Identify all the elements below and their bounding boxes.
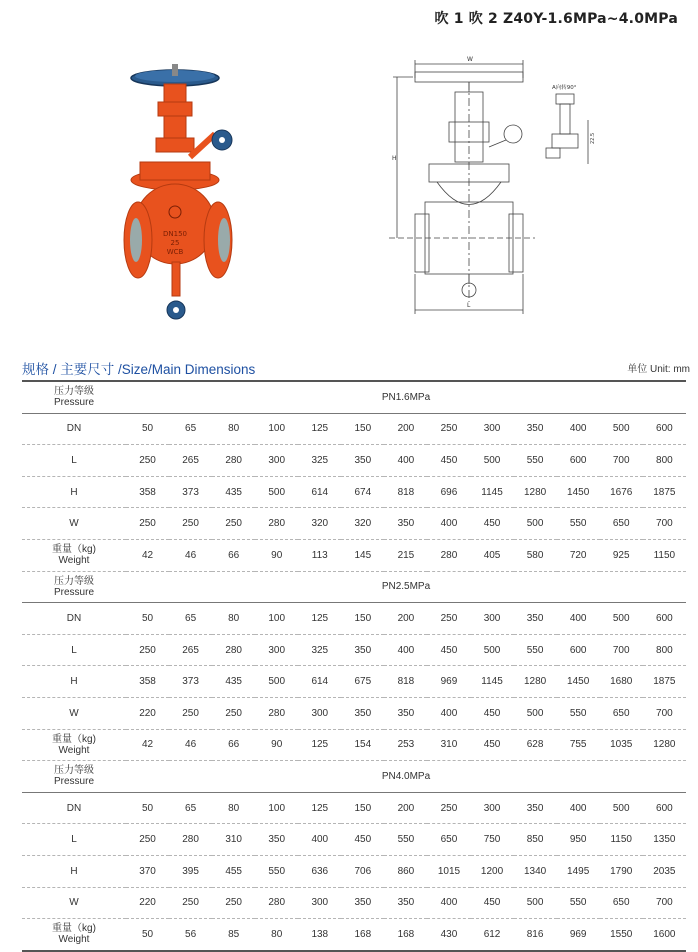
w-cell: 450 [471,887,514,919]
h-cell: 455 [212,855,255,887]
pressure-value: PN1.6MPa [126,381,686,413]
l-cell: 265 [169,634,212,666]
l-cell: 400 [384,445,427,477]
unit-note: 单位 Unit: mm [627,364,690,375]
l-cell: 950 [557,824,600,856]
dn-cell: 600 [643,603,686,635]
dn-cell: 150 [341,413,384,445]
dn-label [22,603,126,635]
w-cell: 400 [427,887,470,919]
h-cell: 1450 [557,666,600,698]
dn-cell: 100 [255,792,298,824]
h-cell: 696 [427,476,470,508]
h-cell: 1875 [643,666,686,698]
l-cell: 550 [514,634,557,666]
l-cell: 350 [341,445,384,477]
pressure-label [22,571,126,603]
row-l [22,445,686,477]
valve-marking-2: 25 [170,239,180,247]
weight-label-text: 重量（kg) [52,544,96,556]
h-label [22,476,126,508]
l-cell: 300 [255,445,298,477]
row-h [22,666,686,698]
w-cell: 250 [169,887,212,919]
weight-cell: 113 [298,539,341,571]
h-cell: 395 [169,855,212,887]
valve-photo [120,62,260,332]
dn-cell: 600 [643,792,686,824]
l-cell: 250 [126,634,169,666]
l-cell: 500 [471,634,514,666]
w-label [22,887,126,919]
weight-cell: 50 [126,919,169,951]
dn-cell: 200 [384,413,427,445]
h-cell: 1875 [643,476,686,508]
weight-cell: 56 [169,919,212,951]
h-cell: 370 [126,855,169,887]
h-cell: 1015 [427,855,470,887]
detail-label: A向转90° [552,85,577,91]
l-cell: 600 [557,445,600,477]
weight-cell: 969 [557,919,600,951]
row-dn [22,792,686,824]
w-cell: 250 [212,887,255,919]
valve-marking-3: WCB [166,248,184,256]
l-label-text: L [71,454,77,466]
weight-cell: 1280 [643,729,686,761]
w-cell: 320 [341,508,384,540]
h-cell: 500 [255,666,298,698]
l-cell: 250 [126,445,169,477]
weight-cell: 280 [427,539,470,571]
w-cell: 350 [384,697,427,729]
row-dn [22,413,686,445]
h-cell: 550 [255,855,298,887]
l-cell: 280 [212,445,255,477]
h-label-text: H [70,676,78,688]
weight-cell: 580 [514,539,557,571]
pressure-label [22,381,126,413]
weight-cell: 1550 [600,919,643,951]
weight-cell: 145 [341,539,384,571]
w-label-text: W [69,518,79,530]
w-cell: 400 [427,697,470,729]
l-cell: 250 [126,824,169,856]
l-cell: 280 [169,824,212,856]
row-h [22,476,686,508]
h-label-text: H [70,486,78,498]
weight-label [22,539,126,571]
h-label [22,666,126,698]
l-cell: 450 [341,824,384,856]
h-cell: 1495 [557,855,600,887]
weight-cell: 1150 [643,539,686,571]
h-label [22,855,126,887]
weight-label-text: 重量（kg) [52,923,96,935]
pressure-label [22,761,126,793]
w-cell: 650 [600,508,643,540]
h-cell: 1145 [471,476,514,508]
weight-cell: 46 [169,539,212,571]
w-cell: 280 [255,508,298,540]
dn-label-text: DN [66,802,82,814]
w-cell: 350 [341,697,384,729]
w-label-text: W [69,897,79,909]
row-dn [22,603,686,635]
pressure-row [22,571,686,603]
row-h [22,855,686,887]
w-cell: 350 [384,508,427,540]
l-cell: 400 [384,634,427,666]
l-cell: 300 [255,634,298,666]
l-cell: 265 [169,445,212,477]
l-cell: 350 [341,634,384,666]
dn-cell: 250 [427,792,470,824]
l-cell: 850 [514,824,557,856]
w-cell: 500 [514,697,557,729]
h-cell: 1200 [471,855,514,887]
l-cell: 750 [471,824,514,856]
h-cell: 614 [298,476,341,508]
l-cell: 325 [298,445,341,477]
l-cell: 800 [643,634,686,666]
dn-cell: 125 [298,413,341,445]
weight-cell: 168 [384,919,427,951]
w-cell: 320 [298,508,341,540]
w-cell: 400 [427,508,470,540]
h-cell: 1790 [600,855,643,887]
dn-label [22,413,126,445]
l-cell: 280 [212,634,255,666]
row-w [22,697,686,729]
dn-cell: 400 [557,413,600,445]
h-cell: 2035 [643,855,686,887]
pressure-label-cn: 压力等级 [54,575,94,587]
valve-marking-1: DN150 [163,230,187,238]
w-cell: 700 [643,887,686,919]
h-cell: 1340 [514,855,557,887]
weight-cell: 42 [126,729,169,761]
w-cell: 280 [255,887,298,919]
w-cell: 250 [169,697,212,729]
l-label [22,824,126,856]
dn-cell: 300 [471,792,514,824]
weight-cell: 405 [471,539,514,571]
row-weight [22,919,686,951]
w-cell: 220 [126,887,169,919]
w-cell: 350 [341,887,384,919]
l-cell: 500 [471,445,514,477]
w-cell: 300 [298,887,341,919]
h-cell: 674 [341,476,384,508]
l-cell: 550 [384,824,427,856]
dn-cell: 350 [514,792,557,824]
dn-cell: 100 [255,413,298,445]
l-cell: 400 [298,824,341,856]
dn-cell: 400 [557,792,600,824]
w-label [22,508,126,540]
h-cell: 358 [126,666,169,698]
w-cell: 500 [514,508,557,540]
w-cell: 700 [643,508,686,540]
w-cell: 550 [557,697,600,729]
w-cell: 350 [384,887,427,919]
w-cell: 250 [212,508,255,540]
dn-cell: 80 [212,603,255,635]
weight-cell: 154 [341,729,384,761]
l-label-text: L [71,644,77,656]
l-cell: 600 [557,634,600,666]
w-cell: 250 [126,508,169,540]
weight-cell: 1035 [600,729,643,761]
page-title: 吹 1 吹 2 Z40Y-1.6MPa~4.0MPa [434,11,678,27]
w-label [22,697,126,729]
dn-cell: 80 [212,792,255,824]
dn-cell: 350 [514,603,557,635]
detail-view [538,80,608,170]
pressure-label-cn: 压力等级 [54,386,94,398]
dn-cell: 250 [427,603,470,635]
l-label [22,445,126,477]
w-cell: 550 [557,887,600,919]
weight-cell: 755 [557,729,600,761]
l-cell: 550 [514,445,557,477]
dn-cell: 600 [643,413,686,445]
weight-cell: 90 [255,729,298,761]
dn-cell: 300 [471,413,514,445]
section-title: 规格 / 主要尺寸 /Size/Main Dimensions [22,362,256,377]
h-cell: 818 [384,666,427,698]
pressure-label-en: Pressure [53,776,94,788]
weight-cell: 628 [514,729,557,761]
l-cell: 800 [643,445,686,477]
h-cell: 860 [384,855,427,887]
pressure-row [22,761,686,793]
h-cell: 1680 [600,666,643,698]
h-cell: 969 [427,666,470,698]
weight-label-text: 重量（kg) [52,733,96,745]
h-cell: 675 [341,666,384,698]
dim-l-label: L [467,302,471,309]
w-cell: 300 [298,697,341,729]
w-cell: 250 [212,697,255,729]
l-cell: 450 [427,445,470,477]
h-cell: 373 [169,476,212,508]
w-cell: 550 [557,508,600,540]
dn-cell: 400 [557,603,600,635]
dn-cell: 65 [169,603,212,635]
weight-cell: 310 [427,729,470,761]
h-cell: 1280 [514,476,557,508]
dn-cell: 200 [384,603,427,635]
l-cell: 350 [255,824,298,856]
dn-cell: 65 [169,792,212,824]
l-cell: 1350 [643,824,686,856]
h-cell: 373 [169,666,212,698]
weight-cell: 253 [384,729,427,761]
l-label-text: L [71,834,77,846]
dn-label-text: DN [66,612,82,624]
l-cell: 325 [298,634,341,666]
l-cell: 310 [212,824,255,856]
weight-label-text: Weight [58,555,90,567]
dn-cell: 300 [471,603,514,635]
pressure-label-en: Pressure [53,586,94,598]
pressure-value: PN4.0MPa [126,761,686,793]
dn-cell: 125 [298,603,341,635]
dn-cell: 150 [341,792,384,824]
h-cell: 500 [255,476,298,508]
weight-cell: 66 [212,729,255,761]
row-l [22,824,686,856]
dn-cell: 150 [341,603,384,635]
l-cell: 700 [600,634,643,666]
weight-cell: 816 [514,919,557,951]
dn-label [22,792,126,824]
h-cell: 636 [298,855,341,887]
w-cell: 500 [514,887,557,919]
l-label [22,634,126,666]
weight-cell: 168 [341,919,384,951]
h-cell: 358 [126,476,169,508]
weight-cell: 138 [298,919,341,951]
l-cell: 1150 [600,824,643,856]
l-cell: 450 [427,634,470,666]
l-cell: 650 [427,824,470,856]
weight-label-text: Weight [58,744,90,756]
w-cell: 700 [643,697,686,729]
dim-h-label: H [392,155,397,162]
pressure-value: PN2.5MPa [126,571,686,603]
dim-w-label: W [467,56,473,63]
row-w [22,887,686,919]
h-cell: 614 [298,666,341,698]
row-weight [22,729,686,761]
weight-cell: 450 [471,729,514,761]
h-cell: 435 [212,476,255,508]
dn-cell: 500 [600,413,643,445]
dn-cell: 125 [298,792,341,824]
h-cell: 1450 [557,476,600,508]
h-cell: 1145 [471,666,514,698]
weight-cell: 215 [384,539,427,571]
weight-label-text: Weight [58,934,90,946]
dn-cell: 65 [169,413,212,445]
dn-cell: 200 [384,792,427,824]
h-cell: 818 [384,476,427,508]
w-cell: 220 [126,697,169,729]
row-weight [22,539,686,571]
w-cell: 280 [255,697,298,729]
l-cell: 700 [600,445,643,477]
h-cell: 435 [212,666,255,698]
w-cell: 450 [471,508,514,540]
dn-cell: 500 [600,603,643,635]
w-label-text: W [69,707,79,719]
dn-cell: 80 [212,413,255,445]
pressure-row [22,381,686,413]
weight-cell: 46 [169,729,212,761]
weight-cell: 925 [600,539,643,571]
weight-cell: 720 [557,539,600,571]
dn-cell: 50 [126,792,169,824]
h-cell: 1280 [514,666,557,698]
weight-cell: 66 [212,539,255,571]
w-cell: 450 [471,697,514,729]
weight-cell: 42 [126,539,169,571]
row-w [22,508,686,540]
dn-cell: 250 [427,413,470,445]
w-cell: 650 [600,887,643,919]
dn-cell: 350 [514,413,557,445]
w-cell: 250 [169,508,212,540]
dn-cell: 50 [126,413,169,445]
h-label-text: H [70,865,78,877]
weight-cell: 1600 [643,919,686,951]
pressure-label-cn: 压力等级 [54,765,94,777]
h-cell: 706 [341,855,384,887]
weight-cell: 80 [255,919,298,951]
weight-cell: 90 [255,539,298,571]
weight-cell: 85 [212,919,255,951]
dn-cell: 50 [126,603,169,635]
dn-label-text: DN [66,423,82,435]
w-cell: 650 [600,697,643,729]
weight-label [22,729,126,761]
pressure-label-en: Pressure [53,397,94,409]
dn-cell: 500 [600,792,643,824]
weight-label [22,919,126,951]
weight-cell: 125 [298,729,341,761]
weight-cell: 612 [471,919,514,951]
weight-cell: 430 [427,919,470,951]
detail-dim: 22.5 [590,132,596,144]
dn-cell: 100 [255,603,298,635]
h-cell: 1676 [600,476,643,508]
row-l [22,634,686,666]
dimensions-table [22,380,686,952]
